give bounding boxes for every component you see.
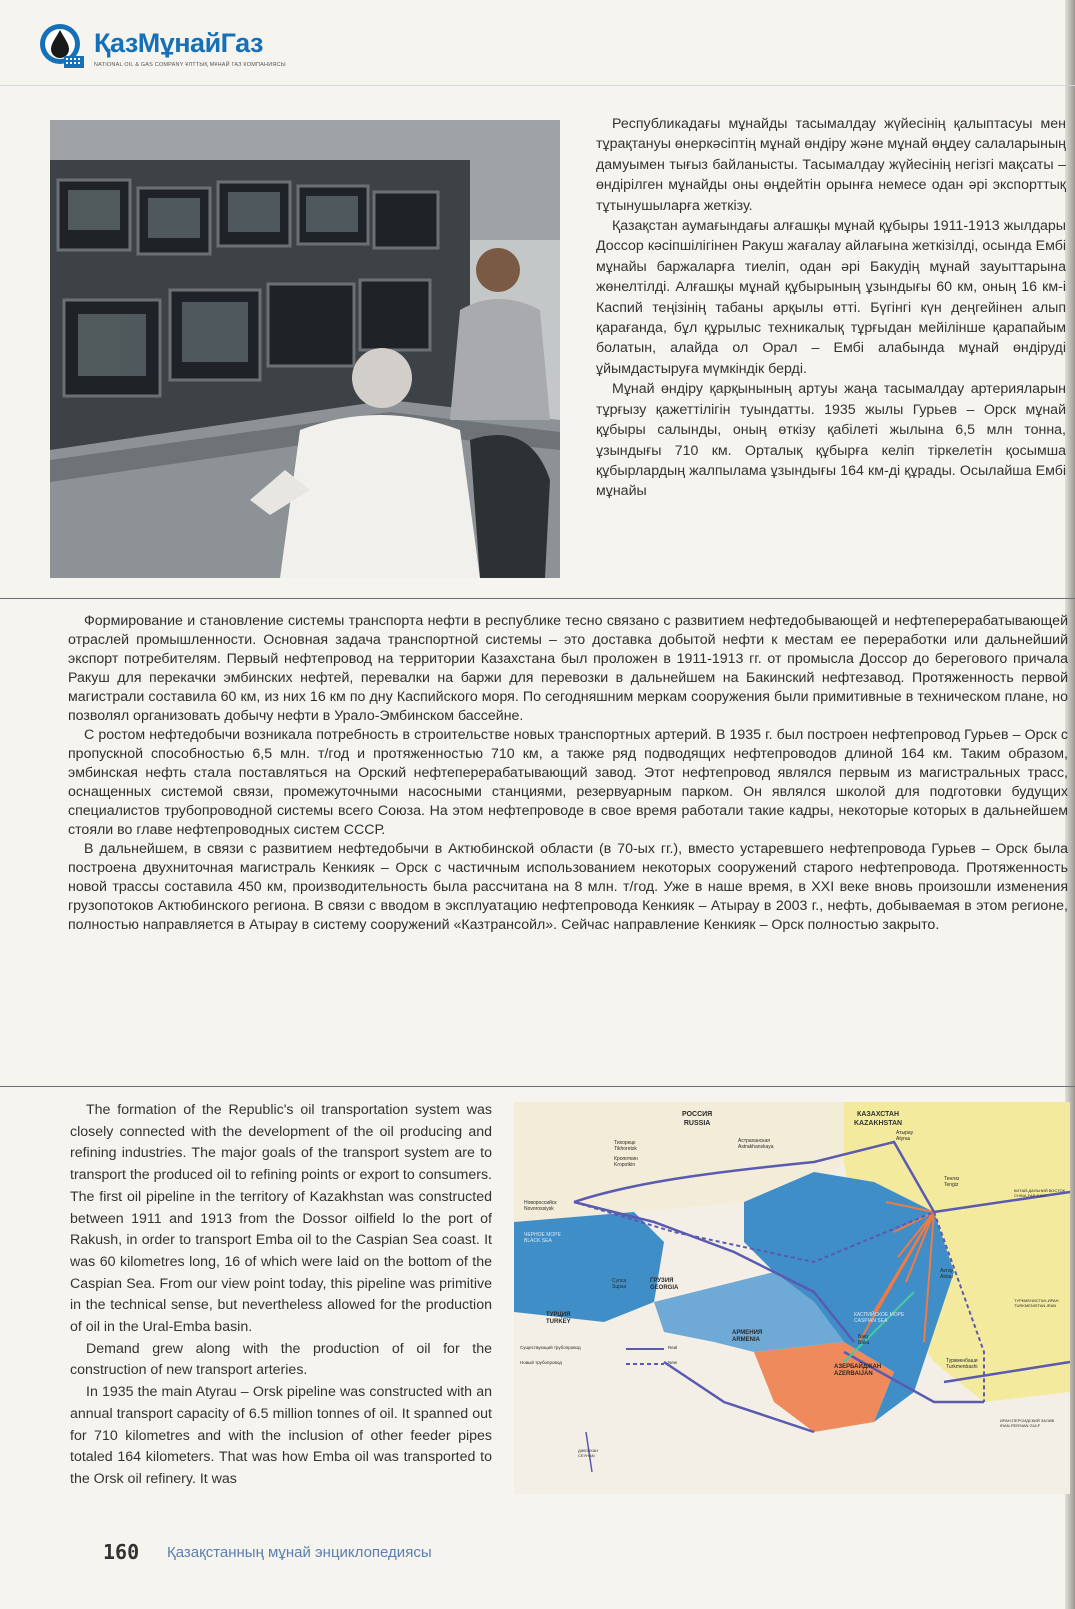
kazakh-paragraph: Республикадағы мұнайды тасымалдау жүйесінің қалыптасуы мен тұрақтануы өнеркәсіптің мұнай өндіру және мұнай өңдеу салаларының дамуымен тығыз байланысты. Тасымалдау жүйесінің негізгі мақсаты – өндірілген мұнайды оны өңдейтін орынға немесе одан әрі экспорттық тұтынушыларға жеткізу. [596,116,1066,214]
legend-existing-en: Real [668,1345,678,1350]
english-paragraph: In 1935 the main Atyrau – Orsk pipeline was constructed with an annual transport capacity of 6.5 million tonnes of oil. It spanned out for 710 kilometres and with the inclusion of other feeder pipes totaled 164 kilometers. That was how Emba oil was transported to the Orsk oil refinery. It was [70,1384,492,1487]
kazakh-paragraph: Қазақстан аумағындағы алғашқы мұнай құбыры 1911-1913 жылдары Доссор кәсіпшілігінен Ракуш жағалау айлағына жеткізілді, осында Ембі мұнайы баржаларға тиеліп, одан әрі Бакудің мұнай зауыттарына жөнелтілді. Алғашқы мұнай құбырының ұзындығы 60 км, оның 16 км-і Каспий теңізінің табаны арқылы өтті. Бүгінгі күн деңгейінен алып қарағанда, бұл құрылыс техникалық тұрғыдан мейілінше қарапайым болатын, алайда ол Орал – Ембі алабында мұнай өндіруді ұйымдастыруға мүмкіндік берді. [596,218,1066,377]
section-divider [0,1086,1075,1087]
russian-paragraph: С ростом нефтедобычи возникала потребность в строительстве новых транспортных артерий. В 1935 г. был построен нефтепровод Гурьев – Орск с пропускной способностью 6,5 млн. т/год и протяженностью 710 км, а также ряд подводящих нефтепроводов длиной 164 км. Таким образом, эмбинская нефть стала поставляться на Орский нефтеперерабатывающий завод. Этот нефтепровод являлся первым из магистральных трасс, оснащенных системой связи, промежуточными насосными станциями, резервуарным парком. Он являлся школой для подготовки будущих специалистов трубопроводной системы всего Союза. На этом нефтепроводе в свое время работали такие кадры, некоторые которых в дальнейшем стояли во главе нефтепроводных систем СССР. [68,727,1068,838]
russian-paragraph: Формирование и становление системы транспорта нефти в республике тесно связано с развитием нефтедобывающей и нефтеперерабатывающей отраслей промышленности. Основная задача транспортной системы – это доставка добытой нефти к местам ее переработки или дальнейший экспорт потребителям. Первый нефтепровод на территории Казахстана был проложен в 1911-1913 гг. от промысла Доссор до берегового причала Ракуш для перекачки эмбинских нефтей, перевалки на баржи для перевозки в дальнейшем на Бакинский нефтезавод. Протяженность первой магистрали составила 60 км, из них 16 км по дну Каспийского моря. По сегодняшним меркам сооружения были примитивные в техническом плане, но позволял организовать добычу нефти в Урало-Эмбинском бассейне. [68,613,1068,724]
map-label-aktau: Актау Aktau [940,1268,954,1280]
brand-name: ҚазМұнайГаз [94,28,263,58]
map-label-china: КИТАЙ-ДАЛЬНИЙ ВОСТОК CHINA-FAR EAST [1014,1188,1065,1198]
russian-paragraph: В дальнейшем, в связи с развитием нефтедобычи в Актюбинской области (в 70-ых гг.), вместо устаревшего нефтепровода Гурьев – Орск была построена двухниточная магистраль Кенкияк – Орск с частичным использованием некоторых сооружений старого нефтепровода. Протяженность новой трассы составила 450 км, производительность была рассчитана на 8 млн. т/год. Уже в наше время, в XXI веке вновь произошли изменения грузопотоков Актюбинского региона. В связи с вводом в эксплуатацию нефтепровода Кенкияк – Атырау в 2003 г., нефть, добываемая в этом регионе, полностью направляется в Атырау в систему сооружений «Казтрансойл». Сейчас направление Кенкияк – Орск полностью закрыто. [68,841,1068,933]
oil-drop-icon [38,22,86,70]
page-number: 160 [103,1540,140,1564]
russian-text-block [68,612,1068,935]
map-label-azerbaijan: АЗЕРБАЙДЖАН AZERBAIJAN [834,1364,882,1377]
map-label-iran-persian-gulf: ИРАН-ПЕРСИДСКИЙ ЗАЛИВ IRAN-PERSIAN GULF [1000,1418,1055,1428]
map-label-black-sea: ЧЕРНОЕ МОРЕ BLACK SEA [524,1232,561,1244]
map-label-supsa: Супса Supsa [612,1278,627,1290]
map-label-tengiz: Тенгиз Tengiz [944,1176,960,1188]
footer [103,1540,603,1564]
english-paragraph: The formation of the Republic's oil transportation system was closely connected with the development of the oil producing and refining industries. The major goals of the transport system are to transport the produced oil to refining points or export to consumers. The first oil pipeline in the territory of Kazakhstan was constructed between 1911 and 1913 from the Dossor oilfield lo the port of Rakush, in order to transport Emba oil to the Caspian Sea coast. It was 60 kilometres long, 16 of which were laid on the bottom of the Caspian Sea. From our view point today, this pipeline was primitive in the technical sense, but nevertheless allowed for the production of oil in the Ural-Emba basin. [70,1102,492,1336]
section-divider [0,598,1075,599]
kazakh-paragraph: Мұнай өндіру қарқынының артуы жаңа тасымалдау артерияларын тұрғызу қажеттілігін туындатты. 1935 жылы Гурьев – Орск мұнай құбыры салынды, оның өткізу қабілеті жылына 6,5 млн тонна, ұзындығы 710 км. Орталық құбырға келіп тіркелетін қосымша құбырлардың жалпылама ұзындығы 164 км-ді құрады. Осылайша Ембі мұнайы [596,381,1066,500]
map-label-turkmenistan-iran: ТУРКМЕНИСТАН-ИРАН TURKMENISTAN-IRAN [1014,1298,1059,1308]
map-label-kazakhstan: КАЗАХСТАН KAZAKHSTAN [854,1111,903,1127]
map-label-novorossiysk: Новороссийск Novorossiysk [524,1200,557,1212]
map-label-armenia: АРМЕНИЯ ARMENIA [732,1330,763,1343]
map-label-astrakhan: Астраханская Astrakhanskaya [738,1138,774,1150]
map-label-kropotkin: Кропоткин Kropotkin [614,1156,638,1168]
legend-new-ru: Новый трубопровод [520,1360,562,1365]
header-divider [0,85,1075,86]
english-text-column [70,1100,492,1491]
book-title: Қазақстанның мұнай энциклопедиясы [167,1544,432,1561]
map-label-tikhoretsk: Тихорецк Tikhoretsk [614,1140,637,1152]
brand-subtitle: NATIONAL OIL & GAS COMPANY ҰЛТТЫҚ МҰНАЙ ГАЗ КОМПАНИЯСЫ [94,62,286,68]
map-label-turkey: ТУРЦИЯ TURKEY [546,1312,571,1325]
kazakh-text-column [596,114,1066,502]
map-label-russia: РОССИЯ RUSSIA [682,1111,713,1127]
map-label-baku: Баку Baku [858,1334,870,1346]
pipeline-map [514,1102,1070,1494]
legend-existing-ru: Существующий трубопровод [520,1345,581,1350]
map-label-jeyhan: ДЖЕЙХАН CEYHAN [578,1448,599,1458]
map-label-atyrau: Атырау Atyrau [896,1130,914,1142]
english-paragraph: Demand grew along with the production of oil for the construction of new transport arteries. [70,1340,492,1379]
control-room-photo [50,120,560,578]
map-label-turkmenbashi: Туркменбаши Turkmenbashi [946,1358,978,1370]
legend-new-en: New [668,1360,678,1365]
header [38,18,358,78]
map-label-georgia: ГРУЗИЯ GEORGIA [650,1278,679,1291]
map-label-caspian-sea: КАСПИЙСКОЕ МОРЕ CASPIAN SEA [854,1312,905,1324]
